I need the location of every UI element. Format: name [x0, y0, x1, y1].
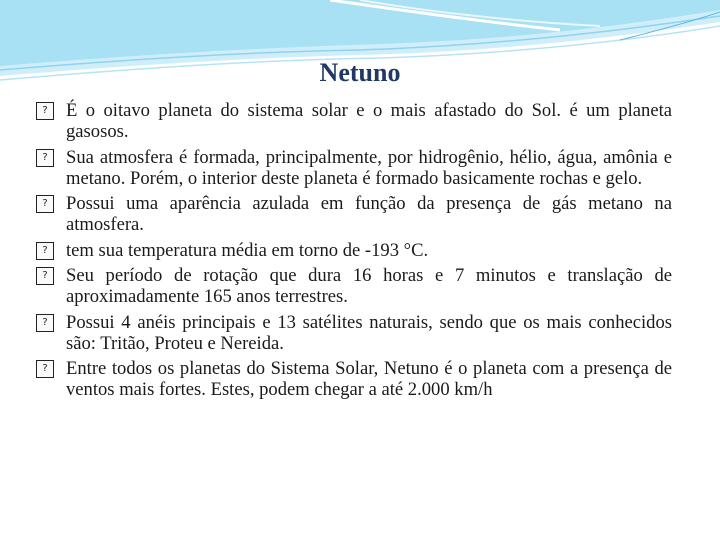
bullet-item — [36, 147, 672, 189]
bullet-text: Possui 4 anéis principais e 13 satélites naturais, sendo que os mais conhecidos são: Tritão, Proteu e Nereida. — [66, 311, 672, 354]
slide-title: Netuno — [319, 58, 401, 87]
bullet-text: Seu período de rotação que dura 16 horas e 7 minutos e translação de aproximadamente 165 anos terrestres. — [66, 265, 672, 307]
bullet-text: É o oitavo planeta do sistema solar e o mais afastado do Sol. é um planeta gasosos. — [66, 100, 672, 142]
missing-glyph-icon: ? — [36, 314, 54, 332]
bullet-item — [36, 265, 672, 307]
missing-glyph-icon: ? — [36, 242, 54, 260]
bullet-text: Sua atmosfera é formada, principalmente, por hidrogênio, hélio, água, amônia e metano. Porém, o interior deste planeta é formado basicamente rochas e gelo. — [66, 146, 672, 189]
bullet-text: Possui uma aparência azulada em função da presença de gás metano na atmosfera. — [66, 193, 672, 235]
missing-glyph-icon: ? — [36, 102, 54, 120]
bullet-item — [36, 358, 672, 400]
missing-glyph-icon: ? — [36, 149, 54, 167]
bullet-text: tem sua temperatura média em torno de -193 °C. — [66, 239, 429, 261]
bullet-item — [36, 312, 672, 354]
bullet-list — [36, 100, 672, 405]
missing-glyph-icon: ? — [36, 267, 54, 285]
missing-glyph-icon: ? — [36, 360, 54, 378]
bullet-item — [36, 100, 672, 142]
bullet-text: Entre todos os planetas do Sistema Solar, Netuno é o planeta com a presença de ventos mais fortes. Estes, podem chegar a até 2.000 km/h — [66, 358, 672, 400]
bullet-item — [36, 240, 672, 261]
bullet-item — [36, 193, 672, 235]
missing-glyph-icon: ? — [36, 195, 54, 213]
